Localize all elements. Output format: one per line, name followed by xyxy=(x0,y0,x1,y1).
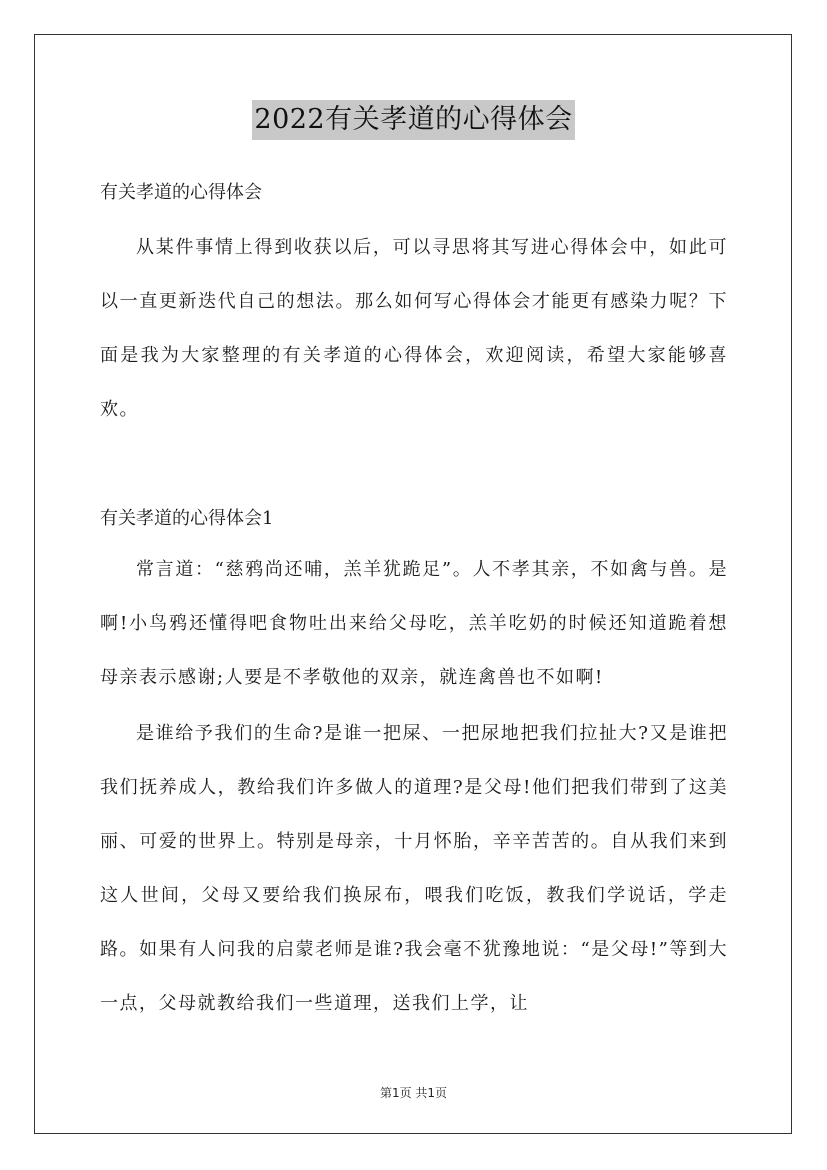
section1-paragraph-1: 常言道：“慈鸦尚还哺，羔羊犹跪足”。人不孝其亲，不如禽与兽。是啊!小鸟鸦还懂得吧食物吐出来给父母吃，羔羊吃奶的时候还知道跪着想母亲表示感谢;人要是不孝敬他的双亲，就连禽兽也不如啊! xyxy=(100,559,728,688)
title-container xyxy=(0,100,827,140)
intro-paragraph: 从某件事情上得到收获以后，可以寻思将其写进心得体会中，如此可以一直更新迭代自己的想法。那么如何写心得体会才能更有感染力呢？下面是我为大家整理的有关孝道的心得体会，欢迎阅读，希望大家能够喜欢。 xyxy=(100,237,728,420)
document-title: 2022有关孝道的心得体会 xyxy=(252,100,574,140)
section1-heading: 有关孝道的心得体会1 xyxy=(100,508,274,529)
intro-heading: 有关孝道的心得体会 xyxy=(100,182,262,203)
section1-paragraph-2: 是谁给予我们的生命?是谁一把屎、一把尿地把我们拉扯大?又是谁把我们抚养成人，教给我们许多做人的道理?是父母!他们把我们带到了这美丽、可爱的世界上。特别是母亲，十月怀胎，辛辛苦苦的。自从我们来到这人世间，父母又要给我们换尿布，喂我们吃饭，教我们学说话，学走路。如果有人问我的启蒙老师是谁?我会毫不犹豫地说：“是父母!”等到大一点，父母就教给我们一些道理，送我们上学，让 xyxy=(100,723,728,1014)
page-footer: 第1页 共1页 xyxy=(379,1086,448,1100)
